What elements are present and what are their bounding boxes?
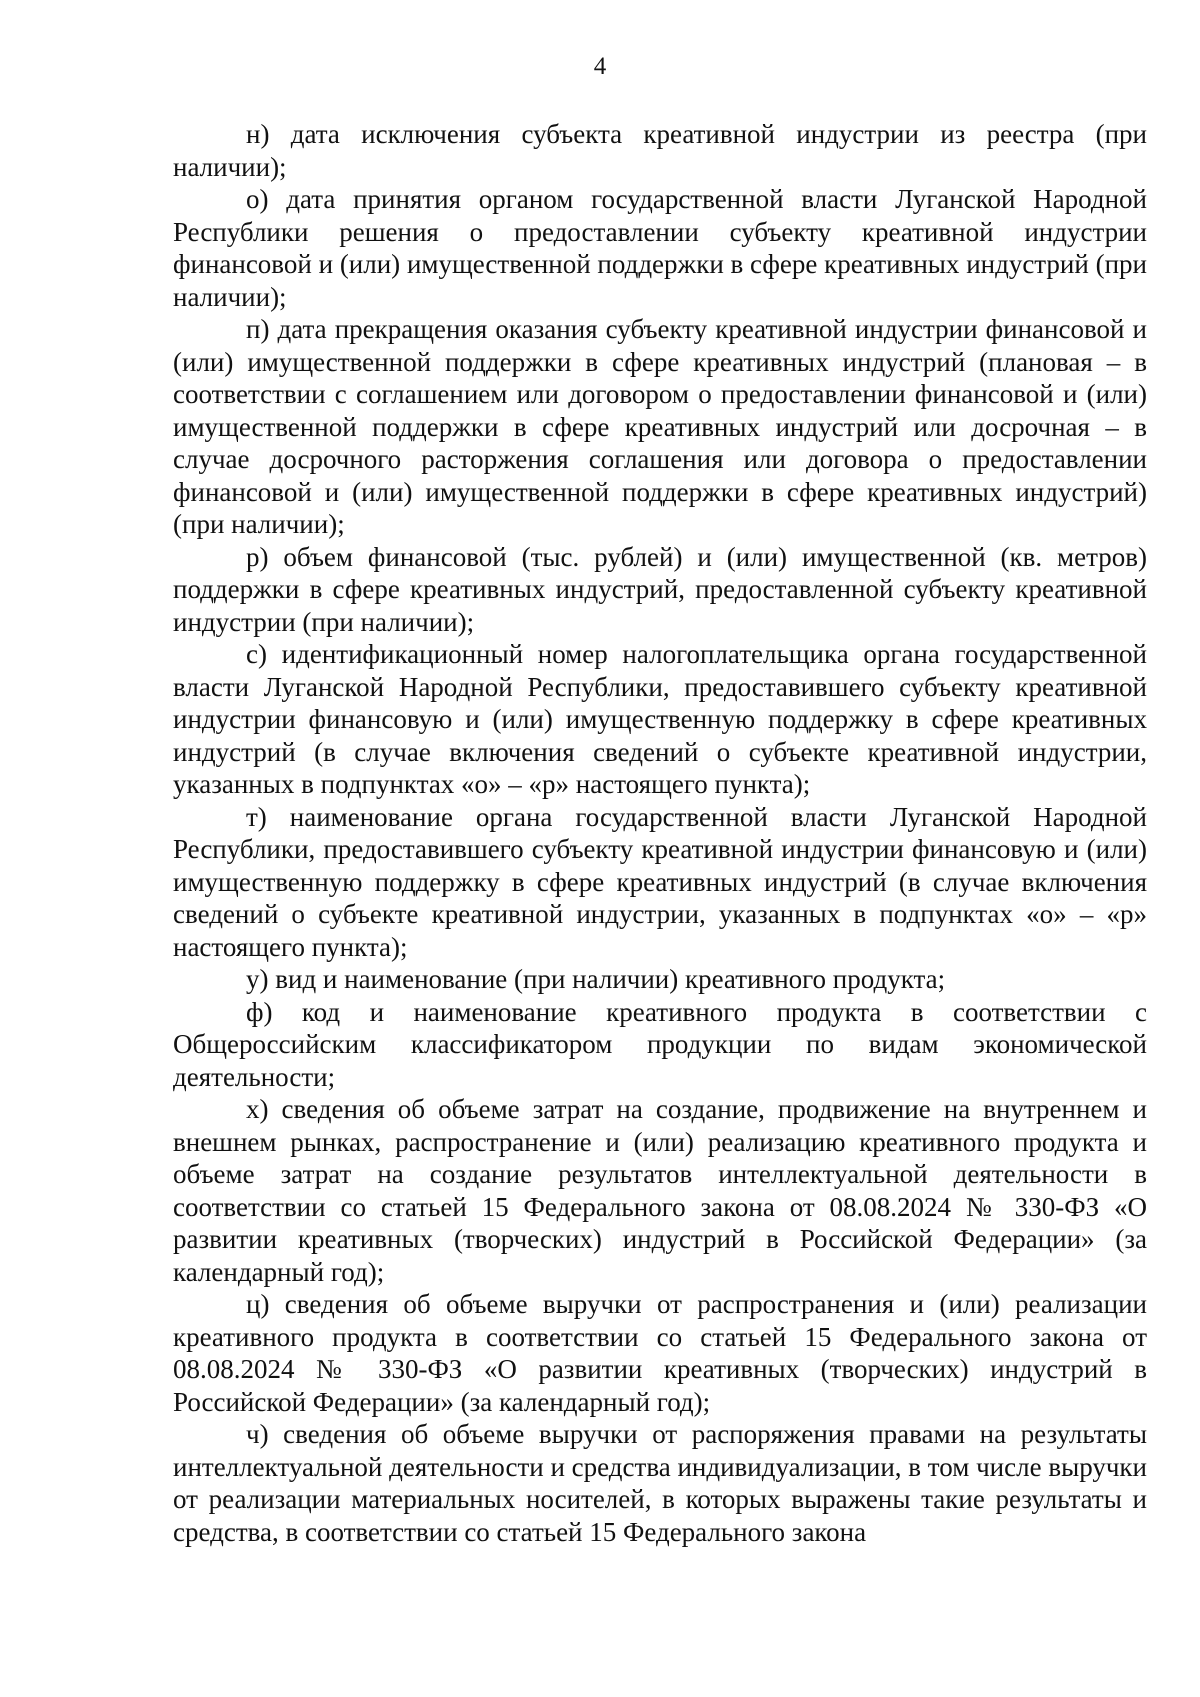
list-item-f: ф) код и наименование креативного продукта в соответствии с Общероссийским классификатором продукции по видам экономической деятельности; xyxy=(173,996,1147,1092)
list-item-t: т) наименование органа государственной власти Луганской Народной Республики, предоставившего субъекту креативной индустрии финансовую и (или) имущественную поддержку в сфере креативных индустрий (в случае включения сведений о субъекте креативной индустрии, указанных в подпунктах «о» – «р» настоящего пункта); xyxy=(173,801,1147,962)
list-item-u: у) вид и наименование (при наличии) креативного продукта; xyxy=(246,964,946,994)
list-item-ch: ч) сведения об объеме выручки от распоряжения правами на результаты интеллектуальной деятельности и средства индивидуализации, в том числе выручки от реализации материальных носителей, в которых выражены такие результаты и средства, в соответствии со статьей 15 Федерального закона xyxy=(173,1419,1147,1547)
list-item-ts: ц) сведения об объеме выручки от распространения и (или) реализации креативного продукта в соответствии со статьей 15 Федерального закона от 08.08.2024 № 330-ФЗ «О развитии креативных (творческих) индустрий в Российской Федерации» (за календарный год); xyxy=(173,1289,1147,1417)
list-item-o: о) дата принятия органом государственной власти Луганской Народной Республики решения о предоставлении субъекту креативной индустрии финансовой и (или) имущественной поддержки в сфере креативных индустрий (при наличии); xyxy=(173,184,1147,312)
page-number: 4 xyxy=(593,53,607,80)
list-item-s: с) идентификационный номер налогоплательщика органа государственной власти Луганской Народной Республики, предоставившего субъекту креативной индустрии финансовую и (или) имущественную поддержку в сфере креативных индустрий (в случае включения сведений о субъекте креативной индустрии, указанных в подпунктах «о» – «р» настоящего пункта); xyxy=(173,639,1147,799)
list-item-kh: х) сведения об объеме затрат на создание, продвижение на внутреннем и внешнем рынках, распространение и (или) реализацию креативного продукта и объеме затрат на создание результатов интеллектуальной деятельности в соответствии со статьей 15 Федерального закона от 08.08.2024 № 330-ФЗ «О развитии креативных (творческих) индустрий в Российской Федерации» (за календарный год); xyxy=(173,1094,1147,1287)
list-item-p: п) дата прекращения оказания субъекту креативной индустрии финансовой и (или) имущественной поддержки в сфере креативных индустрий (плановая – в соответствии с соглашением или договором о предоставлении финансовой и (или) имущественной поддержки в сфере креативных индустрий или досрочная – в случае досрочного расторжения соглашения или договора о предоставлении финансовой и (или) имущественной поддержки в сфере креативных индустрий) (при наличии); xyxy=(173,314,1147,539)
list-item-n: н) дата исключения субъекта креативной индустрии из реестра (при наличии); xyxy=(173,119,1147,182)
document-body xyxy=(173,118,1147,1548)
list-item-r: р) объем финансовой (тыс. рублей) и (или) имущественной (кв. метров) поддержки в сфере креативных индустрий, предоставленной субъекту креативной индустрии (при наличии); xyxy=(173,541,1147,637)
